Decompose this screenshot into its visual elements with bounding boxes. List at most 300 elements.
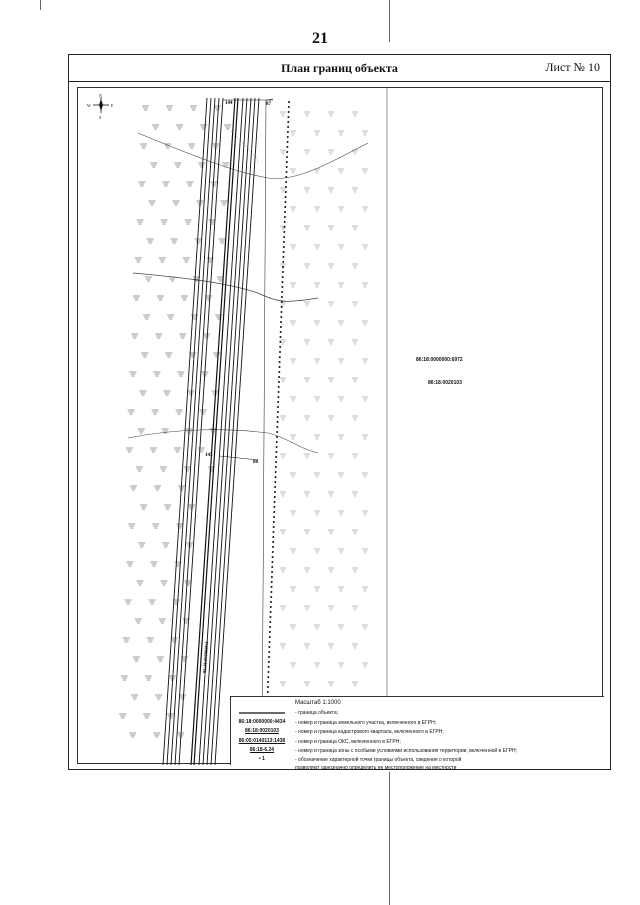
boundary-dot	[278, 381, 280, 383]
point-label-144: 144	[225, 101, 233, 106]
marsh-symbol	[177, 372, 184, 376]
marsh-symbol	[362, 131, 368, 135]
marsh-symbol	[219, 239, 226, 243]
marsh-symbol	[362, 169, 368, 173]
marsh-symbol	[290, 207, 296, 211]
marsh-symbol	[176, 125, 183, 129]
marsh-symbol	[328, 644, 334, 648]
boundary-dot	[284, 226, 286, 228]
boundary-line-symbol	[235, 709, 289, 717]
marsh-symbol	[210, 182, 217, 186]
marsh-symbol	[352, 492, 358, 496]
marsh-symbol	[290, 473, 296, 477]
legend-symbol: 86:18-6.24	[249, 747, 275, 753]
marsh-symbol	[224, 125, 231, 129]
marsh-symbol	[280, 302, 286, 306]
marsh-symbol	[137, 220, 144, 224]
marsh-symbol	[362, 321, 368, 325]
marsh-symbol	[304, 454, 310, 458]
boundary-dot	[267, 691, 269, 693]
marsh-symbol	[138, 182, 145, 186]
marsh-symbol	[338, 397, 344, 401]
marsh-symbol	[338, 473, 344, 477]
contour-line	[128, 430, 318, 453]
scan-artifact-line	[389, 772, 390, 905]
marsh-symbol	[314, 169, 320, 173]
marsh-symbol	[338, 283, 344, 287]
marsh-symbol	[221, 201, 228, 205]
marsh-symbol	[328, 682, 334, 686]
marsh-symbol	[123, 638, 130, 642]
marsh-symbol	[198, 163, 205, 167]
boundary-dot	[279, 361, 281, 363]
marsh-symbol	[352, 454, 358, 458]
marsh-symbol	[129, 372, 136, 376]
marsh-symbol	[145, 277, 152, 281]
marsh-symbol	[171, 239, 178, 243]
marsh-symbol	[304, 340, 310, 344]
marsh-symbol	[338, 131, 344, 135]
marsh-symbol	[314, 283, 320, 287]
marsh-symbol	[314, 131, 320, 135]
marsh-symbol	[352, 644, 358, 648]
boundary-dot	[280, 321, 282, 323]
boundary-dot	[269, 641, 271, 643]
map-scale: Масштаб 1:1000	[295, 700, 341, 706]
boundary-dot	[287, 131, 289, 133]
marsh-symbol	[362, 359, 368, 363]
boundary-dot	[281, 306, 283, 308]
boundary-dot	[273, 531, 275, 533]
boundary-dot	[279, 351, 281, 353]
marsh-symbol	[338, 359, 344, 363]
boundary-dot	[269, 621, 271, 623]
marsh-symbol	[280, 454, 286, 458]
marsh-symbol	[203, 334, 210, 338]
marsh-symbol	[183, 258, 190, 262]
boundary-dot	[278, 366, 280, 368]
boundary-dot	[280, 336, 282, 338]
legend-symbol: 86:18:0020103	[245, 728, 279, 734]
compass-e: E	[111, 103, 114, 108]
boundary-dot	[286, 146, 288, 148]
boundary-dot	[276, 421, 278, 423]
boundary-dot	[279, 356, 281, 358]
marsh-symbol	[290, 549, 296, 553]
marsh-symbol	[304, 150, 310, 154]
marsh-symbol	[153, 733, 160, 737]
marsh-symbol	[130, 486, 137, 490]
marsh-symbol	[352, 264, 358, 268]
marsh-symbol	[362, 397, 368, 401]
legend-text: - номер и граница земельного участка, включенного в ЕГРН;	[295, 720, 437, 726]
boundary-dot	[285, 171, 287, 173]
boundary-dot	[269, 631, 271, 633]
marsh-symbol	[160, 467, 167, 471]
boundary-dot	[288, 101, 290, 103]
scan-artifact-line	[389, 0, 390, 42]
marsh-symbol	[304, 492, 310, 496]
boundary-dot	[288, 111, 290, 113]
marsh-symbol	[280, 416, 286, 420]
boundary-dot	[277, 396, 279, 398]
marsh-symbol	[290, 283, 296, 287]
marsh-symbol	[304, 226, 310, 230]
road-line	[211, 98, 255, 765]
boundary-dot	[274, 491, 276, 493]
marsh-symbol	[338, 587, 344, 591]
marsh-symbol	[304, 682, 310, 686]
marsh-symbol	[143, 315, 150, 319]
boundary-dot	[271, 571, 273, 573]
boundary-dot	[282, 256, 284, 258]
marsh-symbol	[131, 334, 138, 338]
boundary-dot	[274, 481, 276, 483]
boundary-dot	[287, 116, 289, 118]
boundary-dot	[278, 391, 280, 393]
parcel-label-vertical: 86:18:0000000:2	[202, 641, 210, 674]
marsh-symbol	[328, 188, 334, 192]
boundary-dot	[273, 516, 275, 518]
boundary-dot	[271, 586, 273, 588]
boundary-dot	[280, 311, 282, 313]
marsh-symbol	[161, 220, 168, 224]
boundary-dot	[283, 236, 285, 238]
legend-row-object-boundary	[231, 709, 605, 719]
legend-text: - граница объекта;	[295, 710, 339, 716]
legend-symbol: • 1	[259, 756, 265, 762]
marsh-symbol	[304, 606, 310, 610]
marsh-symbol	[352, 378, 358, 382]
boundary-dot	[286, 161, 288, 163]
scan-artifact-line	[40, 0, 41, 10]
marsh-symbol	[185, 220, 192, 224]
marsh-symbol	[149, 201, 156, 205]
boundary-dot	[286, 151, 288, 153]
marsh-symbol	[362, 511, 368, 515]
marsh-symbol	[125, 600, 132, 604]
marsh-symbol	[352, 112, 358, 116]
boundary-dot	[272, 546, 274, 548]
marsh-symbol	[352, 530, 358, 534]
marsh-symbol	[119, 714, 126, 718]
compass-w: W	[87, 103, 91, 108]
marsh-symbol	[304, 644, 310, 648]
marsh-symbol	[362, 283, 368, 287]
marsh-symbol	[352, 302, 358, 306]
boundary-dot	[283, 241, 285, 243]
boundary-dot	[288, 106, 290, 108]
boundary-dot	[268, 646, 270, 648]
boundary-dot	[284, 201, 286, 203]
boundary-dot	[275, 451, 277, 453]
marsh-symbol	[338, 169, 344, 173]
marsh-symbol	[304, 530, 310, 534]
boundary-dot	[280, 331, 282, 333]
marsh-symbol	[314, 511, 320, 515]
boundary-dot	[277, 411, 279, 413]
marsh-symbol	[290, 435, 296, 439]
marsh-symbol	[140, 391, 147, 395]
marsh-symbol	[280, 530, 286, 534]
marsh-symbol	[304, 188, 310, 192]
marsh-symbol	[280, 606, 286, 610]
point-label-88: 88	[253, 460, 258, 465]
boundary-dot	[280, 326, 282, 328]
marsh-symbol	[290, 359, 296, 363]
boundary-dot	[286, 166, 288, 168]
boundary-dot	[268, 666, 270, 668]
marsh-symbol	[140, 505, 147, 509]
marsh-symbol	[167, 315, 174, 319]
boundary-dot	[281, 291, 283, 293]
marsh-symbol	[362, 207, 368, 211]
marsh-symbol	[176, 410, 183, 414]
plan-sheet	[68, 54, 611, 770]
marsh-symbol	[147, 239, 154, 243]
marsh-symbol	[135, 258, 142, 262]
marsh-symbol	[214, 106, 221, 110]
marsh-symbol	[280, 492, 286, 496]
marsh-symbol	[328, 454, 334, 458]
marsh-symbol	[213, 353, 220, 357]
marsh-symbol	[290, 587, 296, 591]
point-number-symbol: 1	[262, 756, 265, 762]
marsh-symbol	[173, 201, 180, 205]
quarter-number-label: 86:18:0020103	[428, 380, 462, 386]
marsh-symbol	[153, 372, 160, 376]
marsh-symbol	[133, 657, 140, 661]
marsh-symbol	[176, 524, 183, 528]
boundary-dot	[284, 221, 286, 223]
compass-s: S	[99, 115, 102, 120]
marsh-symbol	[280, 150, 286, 154]
marsh-symbol	[166, 106, 173, 110]
boundary-dot	[281, 286, 283, 288]
boundary-dot	[275, 466, 277, 468]
marsh-symbol	[290, 663, 296, 667]
boundary-dot	[274, 501, 276, 503]
marsh-symbol	[362, 435, 368, 439]
boundary-dot	[268, 656, 270, 658]
boundary-dot	[282, 266, 284, 268]
marsh-symbol	[352, 682, 358, 686]
boundary-dot	[278, 376, 280, 378]
marsh-symbol	[328, 568, 334, 572]
marsh-symbol	[133, 296, 140, 300]
marsh-symbol	[149, 600, 156, 604]
marsh-symbol	[150, 562, 157, 566]
boundary-dot	[272, 536, 274, 538]
road-line	[203, 98, 247, 765]
marsh-symbol	[290, 245, 296, 249]
marsh-symbol	[171, 638, 178, 642]
boundary-dot	[267, 681, 269, 683]
marsh-symbol	[185, 581, 192, 585]
boundary-dot	[282, 271, 284, 273]
boundary-dot	[278, 371, 280, 373]
boundary-dot	[282, 281, 284, 283]
boundary-dot	[273, 521, 275, 523]
parcel-number-label: 86:18:0000000:6972	[416, 357, 463, 363]
marsh-symbol	[314, 549, 320, 553]
marsh-symbol	[304, 568, 310, 572]
marsh-symbol	[157, 296, 164, 300]
marsh-symbol	[140, 144, 147, 148]
marsh-symbol	[154, 486, 161, 490]
boundary-dot	[270, 596, 272, 598]
boundary-dot	[268, 651, 270, 653]
boundary-dot	[275, 471, 277, 473]
marsh-symbol	[128, 410, 135, 414]
map-legend	[230, 696, 604, 771]
marsh-symbol	[328, 302, 334, 306]
boundary-dot	[287, 121, 289, 123]
marsh-symbol	[162, 182, 169, 186]
marsh-symbol	[304, 302, 310, 306]
object-boundary-dots	[267, 101, 290, 693]
boundary-dot	[275, 461, 277, 463]
marsh-symbol	[141, 353, 148, 357]
point-label-143: 143	[205, 453, 213, 458]
marsh-symbol	[147, 638, 154, 642]
marsh-symbol	[181, 296, 188, 300]
marsh-symbol	[179, 695, 186, 699]
marsh-symbol	[290, 131, 296, 135]
marsh-symbol	[362, 245, 368, 249]
marsh-symbol	[188, 144, 195, 148]
boundary-dot	[274, 496, 276, 498]
sheet-header	[69, 55, 610, 82]
marsh-symbol	[138, 543, 145, 547]
boundary-dot	[270, 606, 272, 608]
marsh-symbol	[338, 207, 344, 211]
boundary-dot	[286, 156, 288, 158]
legend-row-boundary-point-cont	[231, 764, 605, 774]
marsh-symbol	[352, 568, 358, 572]
boundary-dot	[276, 426, 278, 428]
marsh-symbol	[328, 530, 334, 534]
marsh-symbol	[161, 581, 168, 585]
road-line	[171, 98, 215, 765]
contour-line	[138, 133, 368, 179]
boundary-dot	[287, 136, 289, 138]
marsh-symbol	[314, 207, 320, 211]
boundary-dot	[271, 566, 273, 568]
legend-text: - номер и граница ОКС, включенного в ЕГРН;	[295, 739, 401, 745]
boundary-dot	[273, 506, 275, 508]
boundary-dot	[284, 216, 286, 218]
marsh-symbol	[328, 264, 334, 268]
compass-n: N	[99, 93, 102, 98]
marsh-symbol	[129, 733, 136, 737]
legend-row-cadastral-quarter	[231, 728, 605, 738]
marsh-symbol	[165, 353, 172, 357]
marsh-symbol	[155, 334, 162, 338]
boundary-dot	[274, 486, 276, 488]
marsh-symbol	[338, 435, 344, 439]
marsh-symbol	[126, 448, 133, 452]
marsh-symbol	[174, 448, 181, 452]
marsh-symbol	[157, 657, 164, 661]
marsh-symbol	[190, 106, 197, 110]
marsh-symbol	[314, 663, 320, 667]
marsh-symbol	[290, 169, 296, 173]
marsh-symbol	[200, 125, 207, 129]
legend-text: - номер и граница кадастрового квартала, включенного в ЕГРН;	[295, 729, 444, 735]
legend-text: позволяют однозначно определить ее местоположение на местности	[295, 765, 457, 771]
marsh-symbol	[280, 112, 286, 116]
boundary-dot	[269, 616, 271, 618]
boundary-dot	[285, 186, 287, 188]
boundary-dot	[282, 276, 284, 278]
marsh-symbol	[280, 644, 286, 648]
boundary-dot	[271, 576, 273, 578]
marsh-symbol	[159, 258, 166, 262]
marsh-symbol	[138, 429, 145, 433]
legend-symbol: 86:05:0140113:1438	[238, 738, 286, 744]
boundary-dot	[287, 141, 289, 143]
boundary-dot	[285, 196, 287, 198]
boundary-dot	[270, 601, 272, 603]
boundary-dot	[283, 251, 285, 253]
marsh-symbol	[150, 163, 157, 167]
marsh-symbol	[186, 182, 193, 186]
boundary-dot	[267, 671, 269, 673]
object-boundary	[262, 99, 273, 765]
boundary-dot	[285, 181, 287, 183]
boundary-dot	[275, 476, 277, 478]
marsh-symbol	[169, 277, 176, 281]
marsh-symbol	[338, 663, 344, 667]
boundary-dot	[273, 511, 275, 513]
marsh-symbol	[328, 226, 334, 230]
boundary-dot	[272, 551, 274, 553]
boundary-dot	[276, 441, 278, 443]
marsh-symbol	[152, 524, 159, 528]
marsh-symbol	[145, 676, 152, 680]
marsh-symbol	[362, 663, 368, 667]
boundary-dot	[277, 401, 279, 403]
page-number: 21	[312, 30, 328, 47]
boundary-dot	[280, 316, 282, 318]
marsh-symbol	[162, 543, 169, 547]
road-line	[191, 98, 235, 765]
boundary-dot	[281, 296, 283, 298]
boundary-dot	[269, 636, 271, 638]
sheet-title: План границ объекта	[281, 61, 398, 75]
marsh-symbol	[304, 112, 310, 116]
marsh-symbol	[131, 695, 138, 699]
boundary-dot	[283, 246, 285, 248]
marsh-symbol	[362, 549, 368, 553]
marsh-symbol	[338, 549, 344, 553]
marsh-symbol	[164, 391, 171, 395]
marsh-symbol	[328, 112, 334, 116]
marsh-symbol	[328, 340, 334, 344]
marsh-symbol	[152, 125, 159, 129]
boundary-dot	[283, 231, 285, 233]
marsh-symbol	[352, 188, 358, 192]
boundary-dot	[284, 206, 286, 208]
sheet-number: Лист № 10	[545, 60, 600, 74]
marsh-symbol	[304, 378, 310, 382]
marsh-symbol	[314, 397, 320, 401]
boundary-dot	[269, 626, 271, 628]
marsh-symbol	[198, 448, 205, 452]
marsh-symbol	[143, 714, 150, 718]
marsh-symbol	[328, 416, 334, 420]
